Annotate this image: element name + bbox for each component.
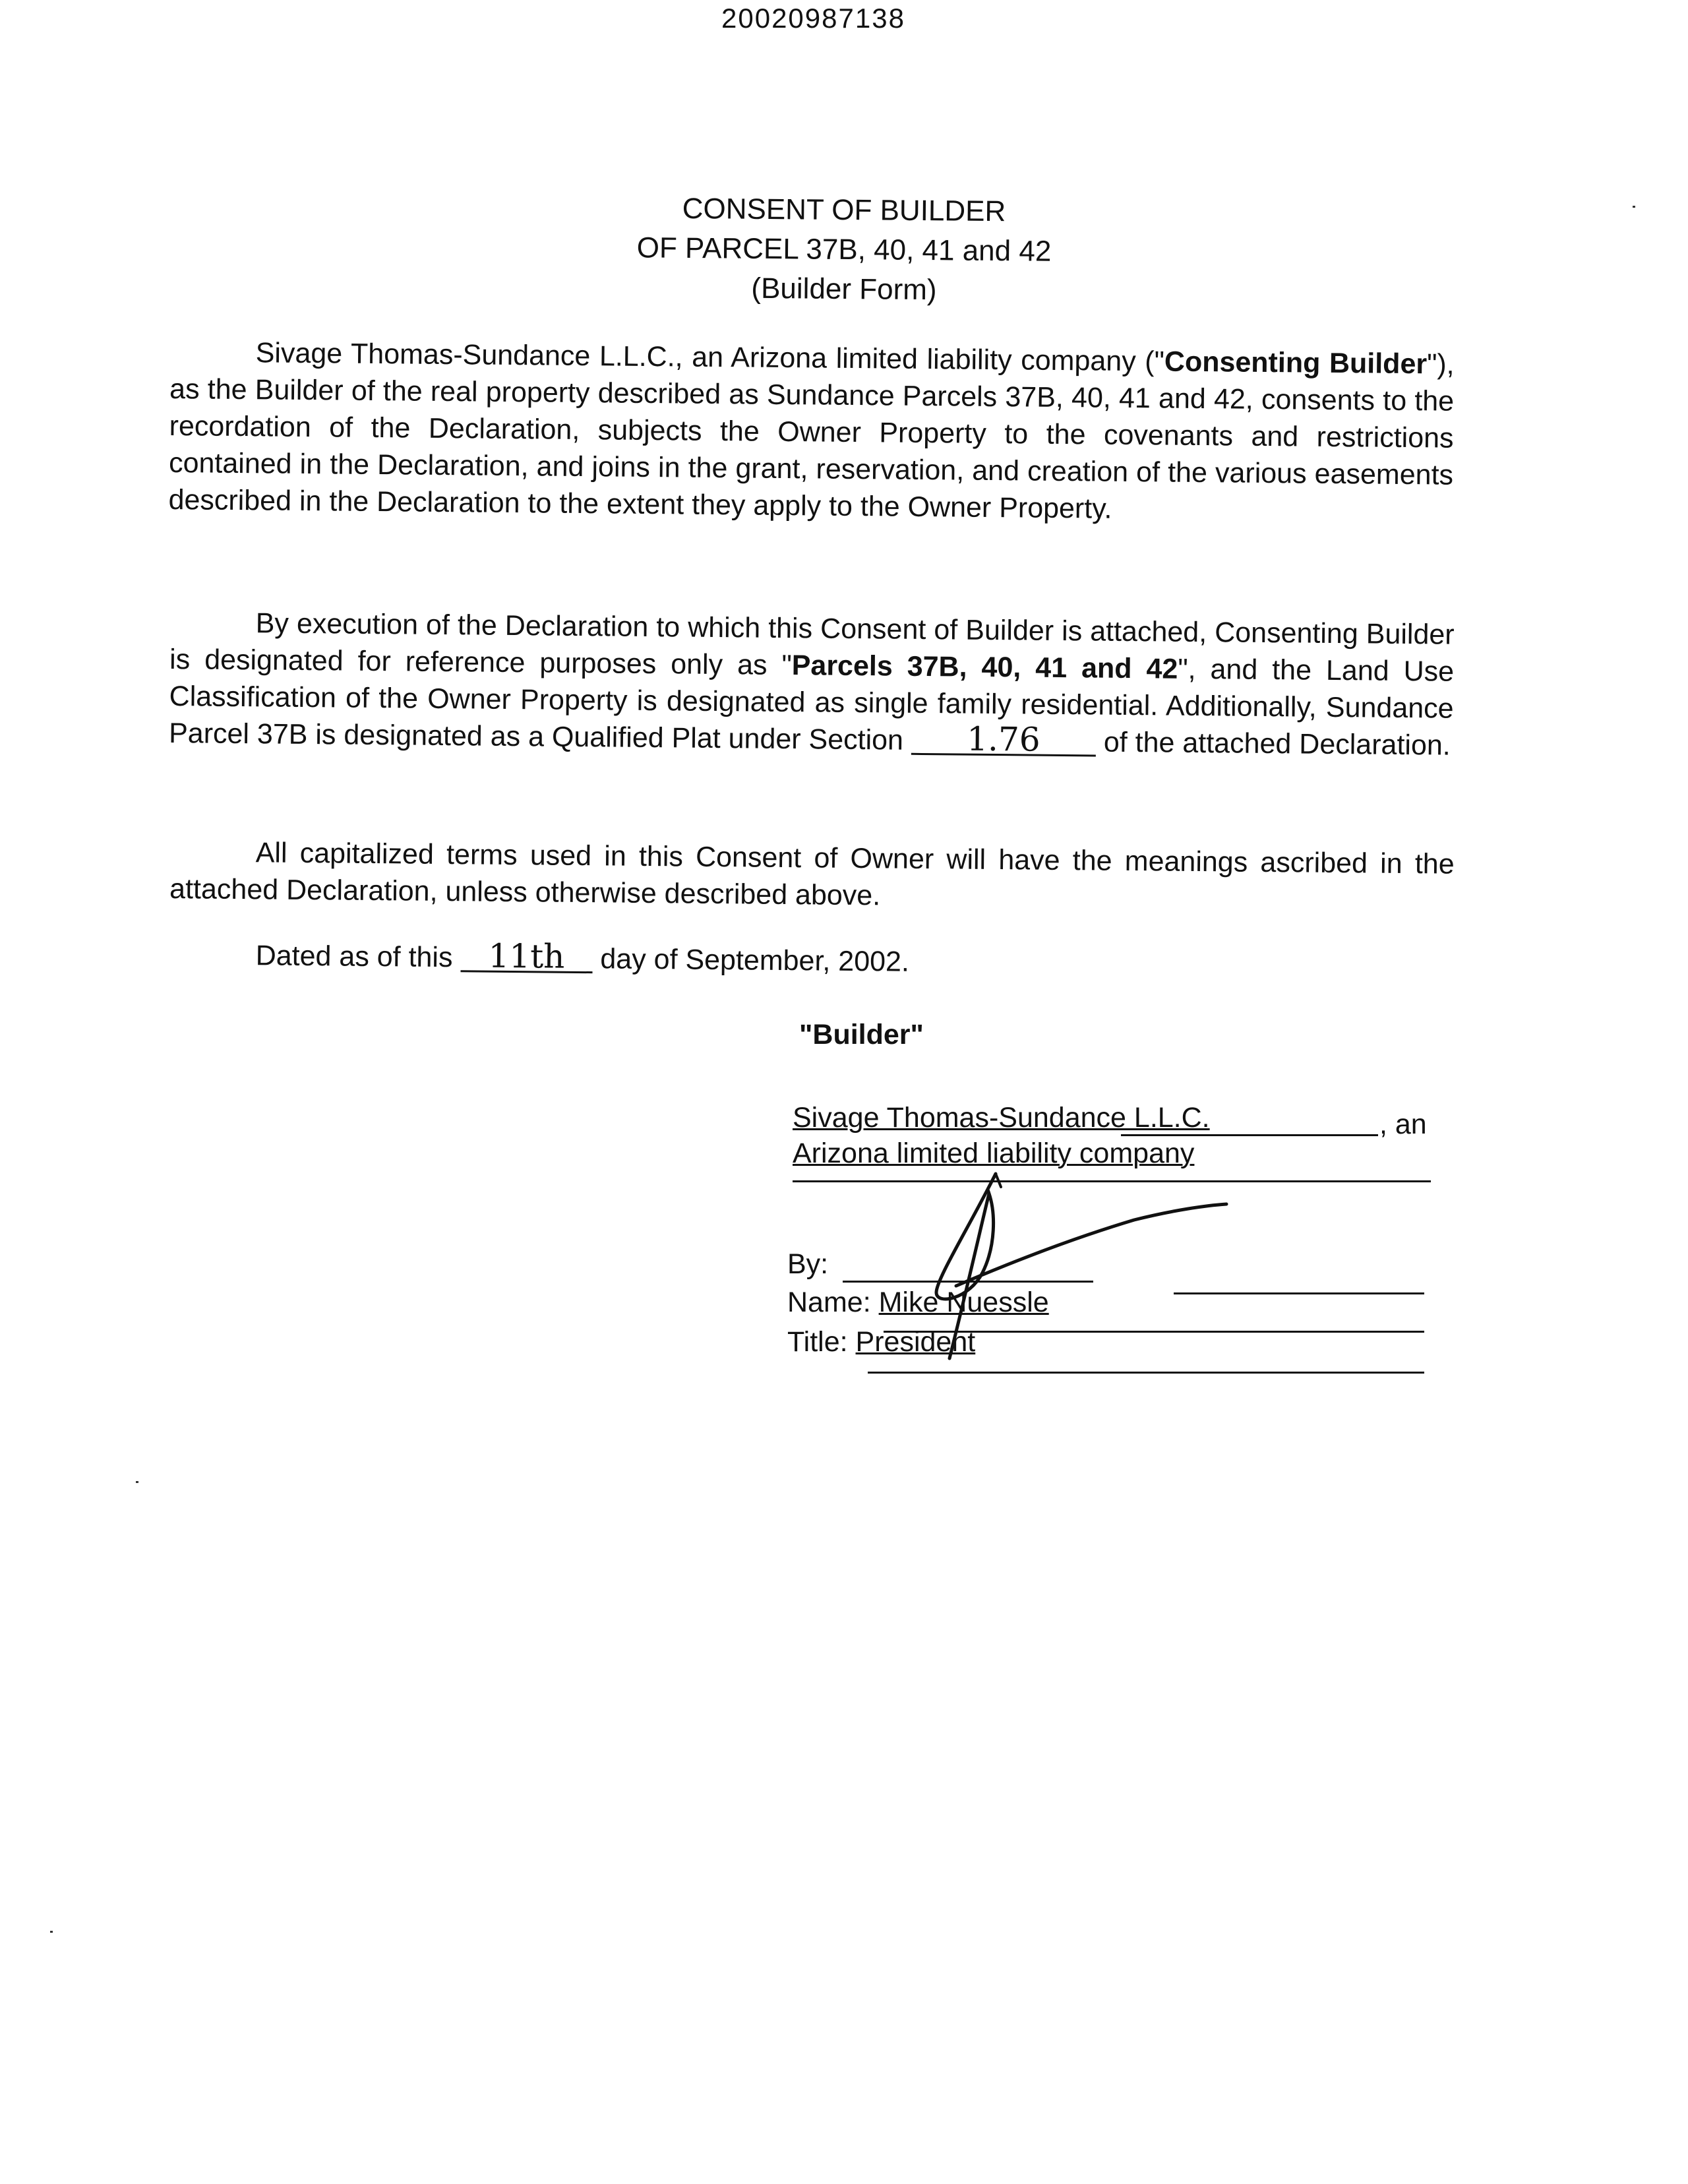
name-label: Name: — [787, 1287, 871, 1318]
title-line-1: CONSENT OF BUILDER — [682, 192, 1006, 228]
paragraph-text: ", and the Land Use Classification of the Owner Property is designated as single family residential. Additionally, Sundance Parcel 37B is designated as a Qualified Plat under Section — [168, 653, 1455, 756]
company-name: Sivage Thomas-Sundance L.L.C. — [793, 1102, 1210, 1134]
title-label: Title: — [787, 1326, 848, 1358]
role-label: "Builder" — [799, 1019, 924, 1050]
dated-prefix: Dated as of this — [255, 940, 453, 974]
scan-speck — [50, 1931, 53, 1933]
paragraph-indent — [170, 964, 256, 965]
handwritten-signature — [897, 1147, 1266, 1385]
company-type: Arizona limited liability company — [793, 1138, 1195, 1169]
by-label: By: — [787, 1248, 829, 1280]
paragraph-terms — [169, 834, 1455, 920]
paragraph-indent — [170, 361, 256, 362]
paragraph-consent — [168, 334, 1455, 531]
scan-speck — [136, 1481, 138, 1483]
paragraph-text: Sivage Thomas-Sundance L.L.C., an Arizona limited liability company (" — [255, 337, 1165, 378]
paragraph-designation — [169, 604, 1455, 764]
paragraph-text: of the attached Declaration. — [1103, 726, 1451, 762]
company-underline-extension — [1121, 1134, 1378, 1136]
paragraph-text: "), as the Builder of the real property described as Sundance Parcels 37B, 40, 41 and 42, consents to the recordation of the Declaration, subjects the Owner Property to the covenants and restrictions contained in the Declaration, and joins in the grant, reservation, and creation of the various easements described in the Declaration to the extent they apply to the Owner Property. — [168, 348, 1455, 525]
defined-term: Parcels 37B, 40, 41 and 42 — [791, 650, 1178, 685]
paragraph-indent — [170, 861, 256, 862]
dated-line — [169, 936, 1454, 986]
title-line-3: (Builder Form) — [751, 272, 937, 307]
document-number: 20020987138 — [721, 3, 905, 34]
title-value: President — [855, 1326, 976, 1358]
section-number-handwritten: 1.76 — [911, 724, 1096, 757]
day-handwritten: 11th — [460, 941, 592, 973]
dated-suffix: day of September, 2002. — [600, 943, 910, 978]
defined-term: Consenting Builder — [1164, 346, 1428, 380]
scan-speck — [1633, 206, 1635, 208]
paragraph-text: All capitalized terms used in this Consent of Owner will have the meanings ascribed in the attached Declaration, unless otherwise described above. — [169, 837, 1455, 912]
name-value: Mike Nuessle — [878, 1287, 1049, 1318]
paragraph-text: By execution of the Declaration to which this Consent of Builder is attached, Consenting Builder is designated for reference purposes only as " — [169, 607, 1455, 682]
title-line-2: OF PARCEL 37B, 40, 41 and 42 — [636, 231, 1052, 268]
company-line-1 — [793, 1101, 1210, 1134]
company-suffix: , an — [1379, 1108, 1427, 1140]
